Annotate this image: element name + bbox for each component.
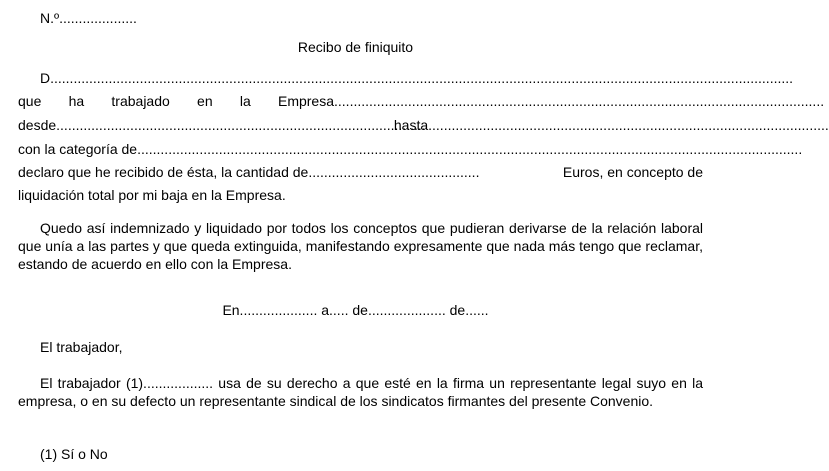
signature-label: El trabajador, (40, 339, 123, 355)
amount-line (18, 164, 703, 181)
receipt-number: N.º.................... (40, 10, 137, 26)
amount-concept: Euros, en concepto de (562, 164, 703, 180)
representative-paragraph: El trabajador (1).................. usa de su derecho a que esté en la firma un representante legal suyo en la empresa, o en su defecto un representante sindical de los sindicatos firmantes del presente Convenio. (18, 375, 703, 409)
company-line (18, 93, 825, 110)
word: en (197, 93, 213, 109)
to-date-field: hasta....................................................................................................... (393, 117, 829, 133)
document-title: Recibo de finiquito (297, 39, 414, 55)
from-date-field: desde............................................................................................... (18, 117, 426, 133)
word: ha (68, 93, 85, 109)
word: trabajado (111, 93, 170, 109)
category-line: con la categoría de........................................................................................................................................................................... (18, 141, 803, 157)
liquidation-line: liquidación total por mi baja en la Empresa. (18, 187, 286, 203)
amount-field: declaro que he recibido de ésta, la cantidad de............................................ (18, 164, 480, 180)
footnote: (1) Sí o No (40, 446, 108, 462)
word: que (18, 93, 42, 109)
place-date-line: En.................... a..... de.................... de...... (222, 302, 489, 318)
employee-name-line: D............................................................................................................................................................................................... (40, 70, 794, 86)
word: la (239, 93, 251, 109)
settlement-paragraph: Quedo así indemnizado y liquidado por todos los conceptos que pudieran derivarse de la relación laboral que unía a las partes y que queda extinguida, manifestando expresamente que nada más tengo que reclamar, estando de acuerdo en ello con la Empresa. (18, 220, 703, 272)
date-range-line (18, 117, 829, 134)
company-field: Empresa.............................................................................................................................. (277, 93, 825, 109)
